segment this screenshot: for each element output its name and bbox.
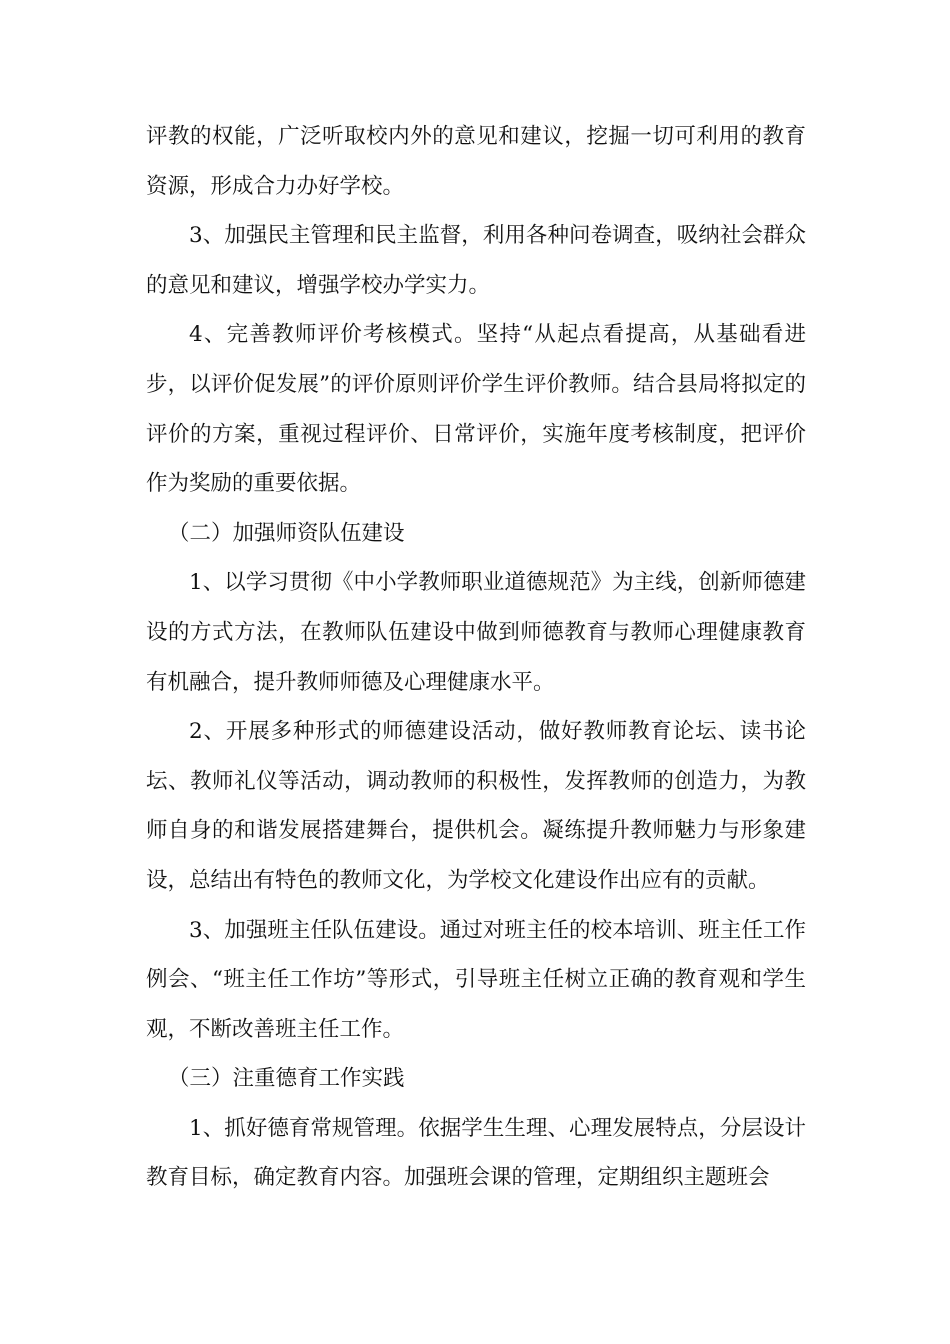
paragraph-item-2-ethics-activities: 2、开展多种形式的师德建设活动，做好教师教育论坛、读书论坛、教师礼仪等活动，调动教师的积极性，发挥教师的创造力，为教师自身的和谐发展搭建舞台，提供机会。凝练提升教师魅力与形象建设，总结出有特色的教师文化，为学校文化建设作出应有的贡献。 bbox=[146, 719, 806, 893]
section-heading-moral-education: （三）注重德育工作实践 bbox=[168, 1066, 405, 1092]
paragraph-item-4-teacher-evaluation: 4、完善教师评价考核模式。坚持“从起点看提高，从基础看进步，以评价促发展”的评价原则评价学生评价教师。结合县局将拟定的评价的方案，重视过程评价、日常评价，实施年度考核制度，把评价作为奖励的重要依据。 bbox=[146, 322, 806, 497]
paragraph-item-1-moral-routine: 1、抓好德育常规管理。依据学生生理、心理发展特点，分层设计教育目标，确定教育内容。加强班会课的管理，定期组织主题班会 bbox=[146, 1115, 806, 1191]
paragraph-item-3-democratic-management: 3、加强民主管理和民主监督，利用各种问卷调查，吸纳社会群众的意见和建议，增强学校办学实力。 bbox=[146, 223, 806, 298]
paragraph-item-1-ethics-norms: 1、以学习贯彻《中小学教师职业道德规范》为主线，创新师德建设的方式方法，在教师队伍建设中做到师德教育与教师心理健康教育有机融合，提升教师师德及心理健康水平。 bbox=[146, 570, 806, 695]
paragraph-continuation: 评教的权能，广泛听取校内外的意见和建议，挖掘一切可利用的教育资源，形成合力办好学校。 bbox=[146, 124, 806, 199]
document-body bbox=[146, 112, 806, 1203]
paragraph-item-3-class-teacher-team: 3、加强班主任队伍建设。通过对班主任的校本培训、班主任工作例会、“班主任工作坊”等形式，引导班主任树立正确的教育观和学生观，不断改善班主任工作。 bbox=[146, 917, 806, 1042]
section-heading-teacher-team: （二）加强师资队伍建设 bbox=[168, 520, 405, 546]
